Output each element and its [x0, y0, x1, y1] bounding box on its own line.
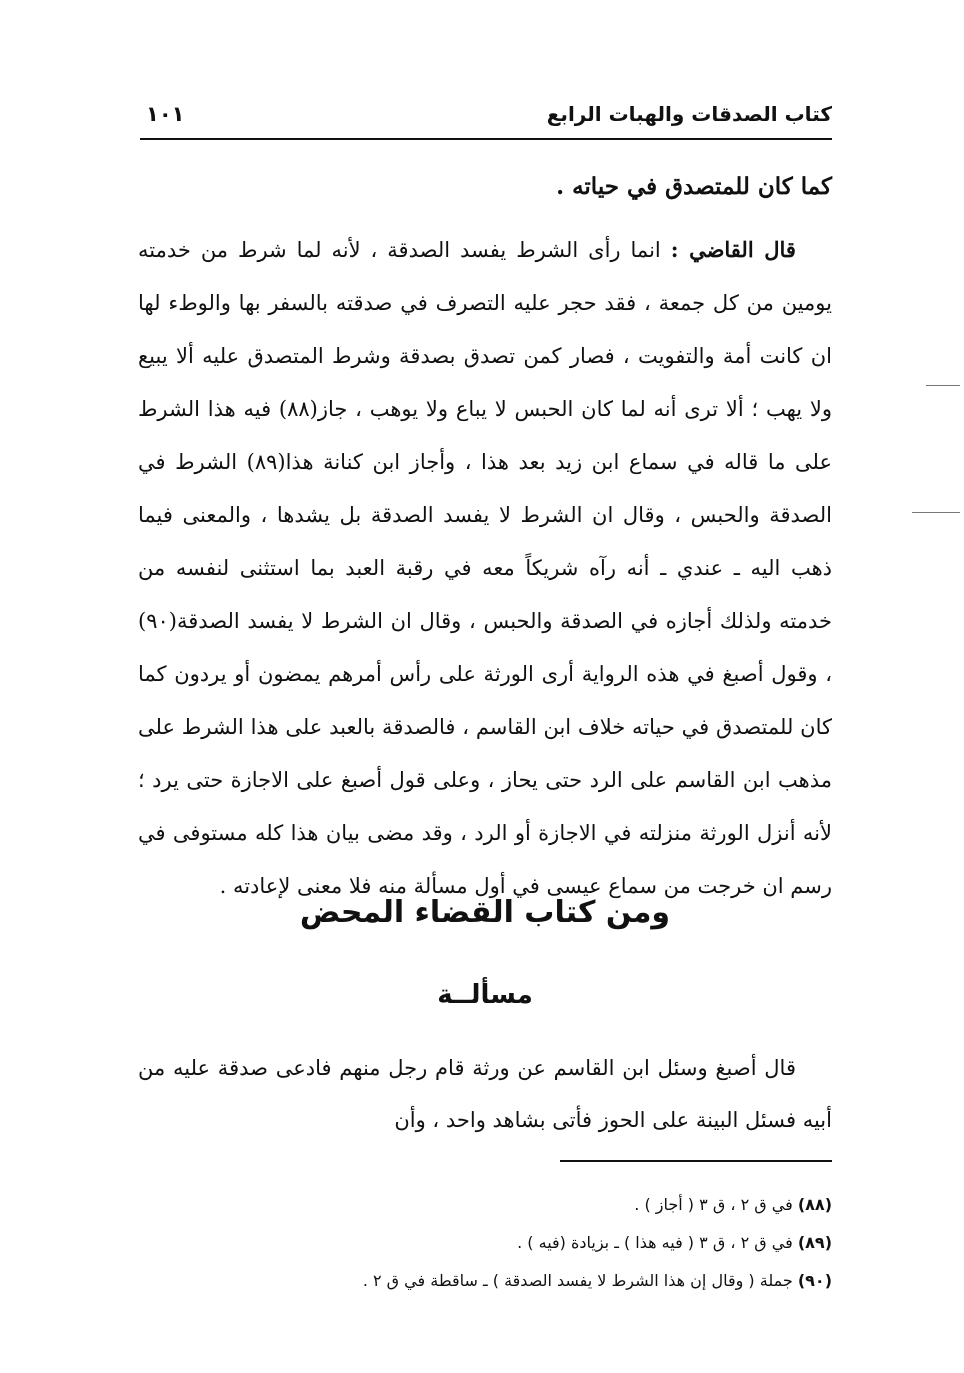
footnote-text: في ق ٢ ، ق ٣ ( فيه هذا ) ـ بزيادة (فيه ) . [517, 1233, 793, 1252]
paragraph-judge-commentary [138, 223, 832, 913]
footnote-rule [560, 1160, 832, 1162]
main-text [138, 160, 832, 913]
footnote [138, 1224, 832, 1262]
section-heading: ومن كتاب القضاء المحض [299, 895, 671, 930]
footnote [138, 1186, 832, 1224]
footnote-number: (٨٩) [797, 1233, 832, 1252]
footnotes [138, 1186, 832, 1300]
footnote-text: جملة ( وقال إن هذا الشرط لا يفسد الصدقة ) ـ ساقطة في ق ٢ . [362, 1271, 793, 1290]
paragraph-text: انما رأى الشرط يفسد الصدقة ، لأنه لما شرط من خدمته يومين من كل جمعة ، فقد حجر عليه التصرف في صدقته بالسفر بها والوطء لها ان كانت أمة والتفويت ، فصار كمن تصدق بصدقة وشرط المتصدق عليه ألا يبيع ولا يهب ؛ ألا ترى أنه لما كان الحبس لا يباع ولا يوهب ، جاز(٨٨) فيه هذا الشرط على ما قاله في سماع ابن زيد بعد هذا ، وأجاز ابن كنانة هذا(٨٩) الشرط في الصدقة والحبس ، وقال ان الشرط لا يفسد الصدقة بل يشدها ، والمعنى فيما ذهب اليه ـ عندي ـ أنه رآه شريكاً معه في رقبة العبد بما استثنى لنفسه من خدمته ولذلك أجازه في الصدقة والحبس ، وقال ان الشرط لا يفسد الصدقة(٩٠) ، وقول أصبغ في هذه الرواية أرى الورثة على رأس أمرهم يمضون أو يردون كما كان للمتصدق في حياته خلاف ابن القاسم ، فالصدقة بالعبد على هذا الشرط على مذهب ابن القاسم على الرد حتى يحاز ، وعلى قول أصبغ على الاجازة حتى يرد ؛ لأنه أنزل الورثة منزلته في الاجازة أو الرد ، وقد مضى بيان هذا كله مستوفى في رسم ان خرجت من سماع عيسى في أول مسألة منه فلا معنى لإعادته . [138, 238, 833, 898]
footnote-text: في ق ٢ ، ق ٣ ( أجاز ) . [634, 1195, 793, 1214]
question-text [138, 1042, 832, 1146]
running-header [140, 98, 832, 140]
continuation-line: كما كان للمتصدق في حياته . [556, 173, 832, 200]
footnote-number: (٨٨) [797, 1195, 832, 1214]
margin-mark [912, 512, 960, 513]
question-heading: مسألــة [437, 980, 533, 1010]
margin-mark [926, 385, 960, 386]
speaker-label: قال القاضي : [670, 237, 796, 262]
running-title: كتاب الصدقات والهبات الرابع [546, 102, 832, 126]
footnote [138, 1262, 832, 1300]
page-number: ١٠١ [146, 102, 185, 126]
footnote-number: (٩٠) [797, 1271, 832, 1290]
question-paragraph: قال أصبغ وسئل ابن القاسم عن ورثة قام رجل منهم فادعى صدقة عليه من أبيه فسئل البينة على الحوز فأتى بشاهد واحد ، وأن [138, 1056, 832, 1132]
